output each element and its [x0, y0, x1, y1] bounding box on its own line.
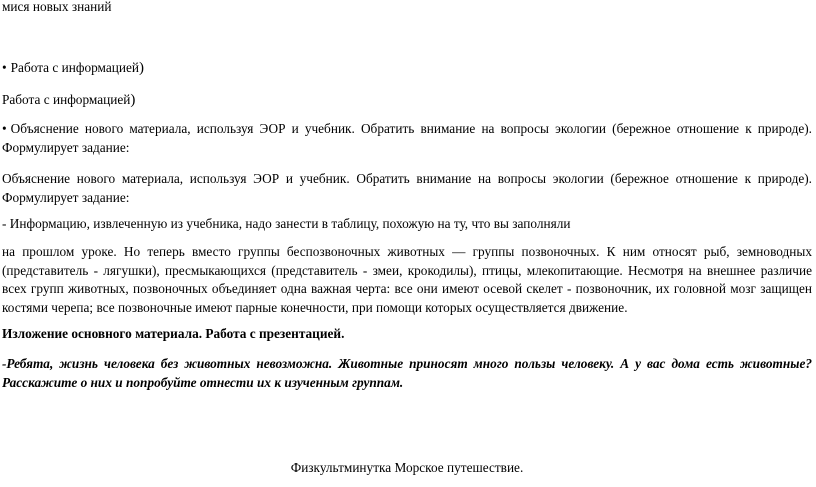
plain-item-info: [2, 91, 812, 110]
section-heading-text: Изложение основного материала. Работа с презентацией.: [2, 326, 345, 341]
children-prompt-paragraph: [2, 355, 812, 392]
bullet-icon: •: [2, 60, 7, 75]
footer-line-text: Физкультминутка Морское путешествие.: [290, 460, 524, 475]
top-fragment-text: мися новых знаний: [2, 0, 112, 14]
children-prompt-text: -Ребята, жизнь человека без животных невозможна. Животные приносят много пользы человеку. А у вас дома есть животные? Расскажите о них и попробуйте отнести их к изученным группам.: [2, 356, 812, 390]
paragraph-explain: [2, 170, 812, 207]
paragraph-main: [2, 243, 812, 317]
plain-item-info-text: Работа с информацией: [2, 92, 131, 107]
dash-item-table: [2, 215, 812, 234]
top-fragment-line: [2, 0, 812, 17]
bullet-item-explain: [2, 120, 812, 157]
closing-paren: ): [139, 60, 145, 76]
paragraph-explain-text: Объяснение нового материала, используя ЭОР и учебник. Обратить внимание на вопросы экологии (бережное отношение к природе). Формулирует задание:: [2, 171, 812, 205]
bullet-icon: •: [2, 121, 7, 136]
closing-paren: ): [130, 92, 136, 108]
paragraph-main-text: на прошлом уроке. Но теперь вместо группы беспозвоночных животных — группы позвоночных. К ним относят рыб, земноводных (представитель - лягушки), пресмыкающихся (представитель - змеи, крокодилы), птицы, млекопитающие. Несмотря на внешнее различие всех групп животных, позвоночных объединяет одна важная черта: все они имеют осевой скелет - позвоночник, их головной мозг защищен костями черепа; все позвоночные имеют парные конечности, при помощи которых осуществляется движение.: [2, 244, 812, 315]
bullet-item-info-1-text: Работа с информацией: [10, 60, 140, 75]
footer-line: [2, 459, 812, 478]
bullet-item-explain-text: Объяснение нового материала, используя ЭОР и учебник. Обратить внимание на вопросы экологии (бережное отношение к природе). Формулирует задание:: [2, 121, 812, 155]
section-heading: [2, 325, 812, 344]
dash-item-table-text: - Информацию, извлеченную из учебника, надо занести в таблицу, похожую на ту, что вы заполняли: [2, 216, 571, 231]
bullet-item-info-1: [2, 59, 812, 78]
